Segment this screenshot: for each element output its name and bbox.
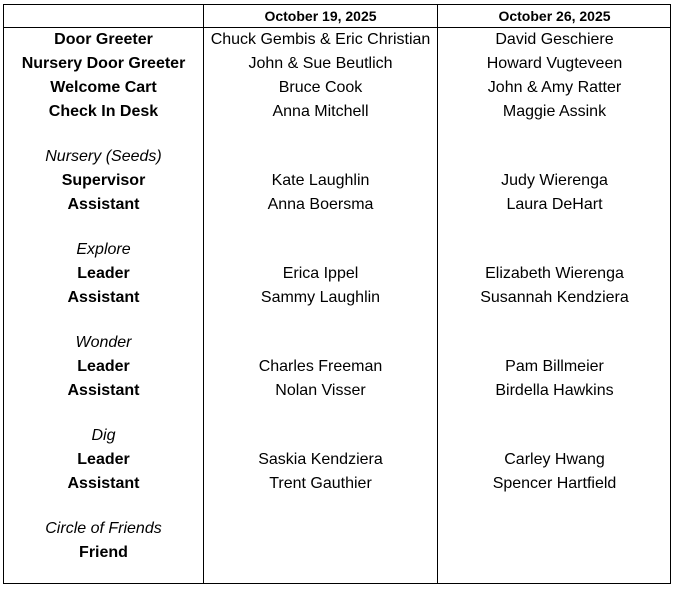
volunteer-date-2: Susannah Kendziera [480, 289, 629, 306]
role-label: Welcome Cart [50, 79, 157, 96]
group-title: Explore [76, 241, 131, 258]
volunteer-date-1: Nolan Visser [275, 382, 366, 399]
role-label: Nursery Door Greeter [21, 55, 186, 72]
role-label: Leader [77, 265, 130, 282]
role-label: Leader [77, 358, 130, 375]
volunteer-date-2: Pam Billmeier [505, 358, 604, 375]
volunteer-date-1: Trent Gauthier [269, 475, 372, 492]
volunteer-date-2: Spencer Hartfield [492, 475, 617, 492]
volunteer-date-2: David Geschiere [495, 31, 614, 48]
role-label: Check In Desk [48, 103, 159, 120]
schedule-table [3, 4, 671, 584]
date-header-1: October 19, 2025 [264, 8, 377, 24]
role-label: Door Greeter [54, 31, 153, 48]
group-title: Dig [91, 427, 116, 444]
volunteer-date-1: Anna Mitchell [272, 103, 369, 120]
volunteer-date-1: Sammy Laughlin [260, 289, 381, 306]
volunteer-date-1: Chuck Gembis & Eric Christian [210, 31, 431, 48]
volunteer-date-1: Anna Boersma [267, 196, 374, 213]
volunteer-date-1: John & Sue Beutlich [248, 55, 393, 72]
volunteer-date-1: Saskia Kendziera [258, 451, 383, 468]
volunteer-date-2: Laura DeHart [506, 196, 603, 213]
volunteer-date-1: Kate Laughlin [271, 172, 370, 189]
volunteer-date-1: Bruce Cook [278, 79, 363, 96]
role-label: Assistant [67, 289, 140, 306]
group-title: Nursery (Seeds) [45, 148, 162, 165]
volunteer-date-2: Maggie Assink [502, 103, 607, 120]
role-label: Assistant [67, 475, 140, 492]
role-label: Friend [79, 544, 128, 561]
date-header-2: October 26, 2025 [498, 8, 611, 24]
volunteer-date-2: Elizabeth Wierenga [485, 265, 624, 282]
volunteer-date-2: Howard Vugteveen [486, 55, 623, 72]
role-label: Leader [77, 451, 130, 468]
group-title: Circle of Friends [45, 520, 162, 537]
role-label: Assistant [67, 382, 140, 399]
volunteer-date-2 [438, 541, 671, 565]
volunteer-date-2: Birdella Hawkins [495, 382, 614, 399]
volunteer-date-1: Charles Freeman [258, 358, 383, 375]
role-label: Assistant [67, 196, 140, 213]
group-title: Wonder [75, 334, 132, 351]
volunteer-date-2: John & Amy Ratter [487, 79, 622, 96]
volunteer-date-2: Judy Wierenga [501, 172, 608, 189]
role-label: Supervisor [61, 172, 146, 189]
volunteer-date-2: Carley Hwang [504, 451, 605, 468]
volunteer-date-1: Erica Ippel [282, 265, 359, 282]
volunteer-date-1 [204, 541, 437, 565]
